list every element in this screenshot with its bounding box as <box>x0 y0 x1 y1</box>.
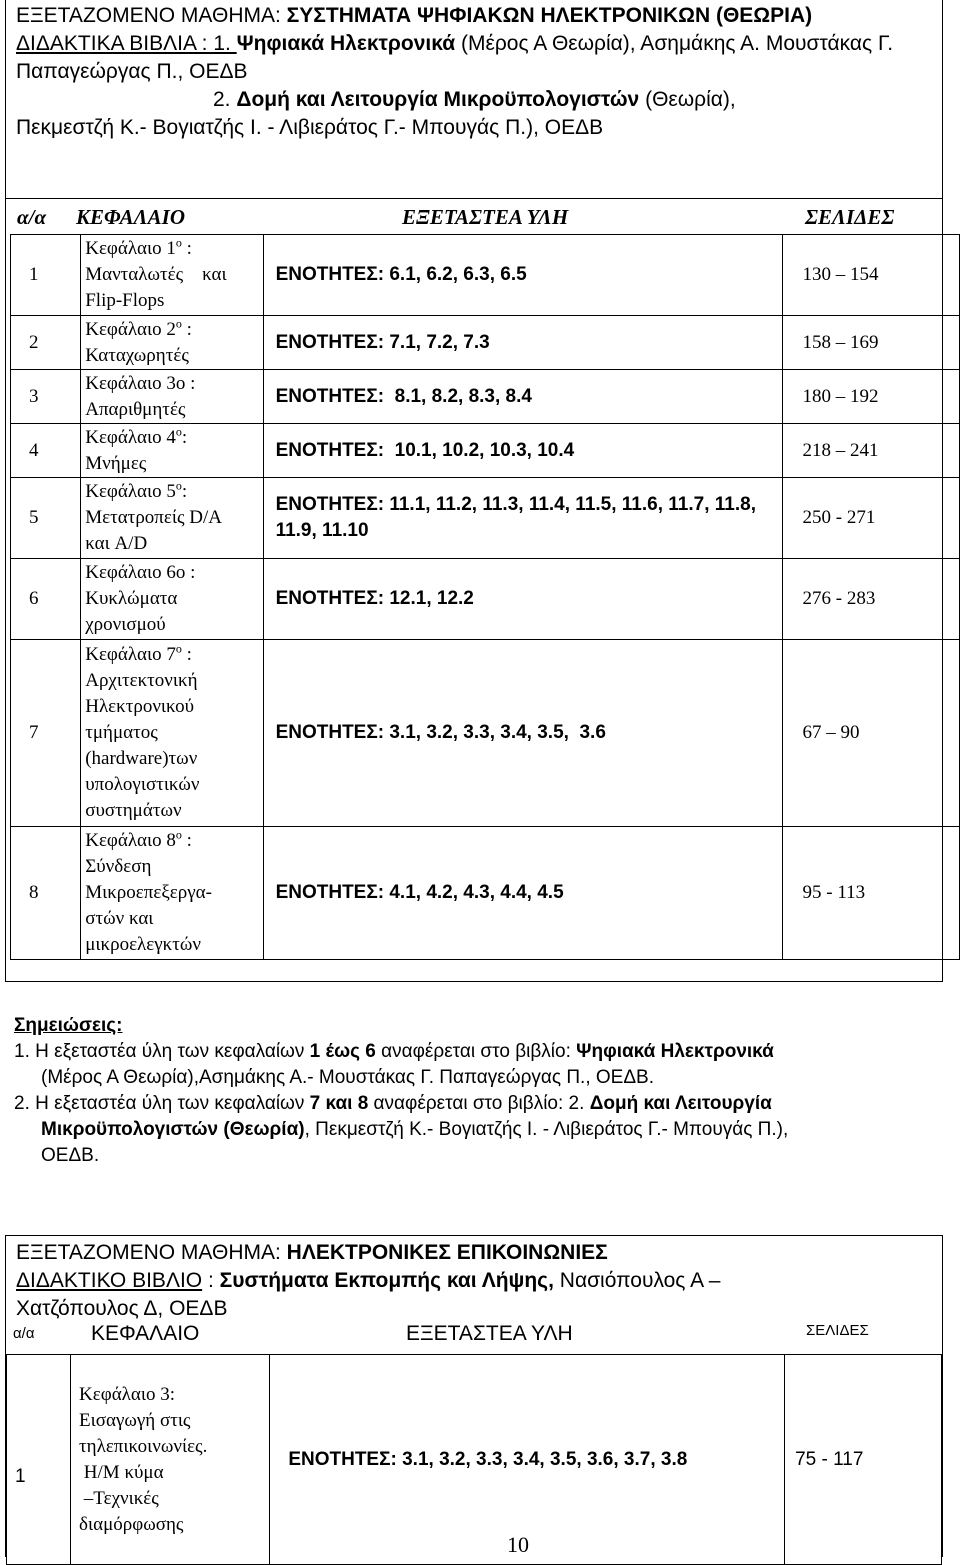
chapter-label: Κεφάλαιο 3ο : <box>85 372 196 394</box>
row-chapter <box>81 424 263 478</box>
section-2-header <box>16 1239 941 1323</box>
row-num: 8 <box>11 827 81 960</box>
chapter-line: Απαριθμητές <box>85 398 186 420</box>
note-1-details: (Μέρος Α Θεωρία),Ασημάκης Α.- Μουστάκας Γ. Παπαγεώργας Π., ΟΕΔΒ. <box>41 1067 654 1088</box>
row-pages: 218 – 241 <box>782 424 959 478</box>
row-chapter <box>81 235 263 316</box>
table-row <box>11 640 960 827</box>
row-num: 7 <box>11 640 81 827</box>
chapter-line: και A/D <box>85 533 148 554</box>
chapter-colon: : <box>181 481 188 502</box>
table-row <box>7 1355 942 1565</box>
table-row <box>11 478 960 559</box>
chapter-line: τμήματος <box>85 722 158 743</box>
note-2-book-b: Μικροϋπολογιστών (Θεωρία) <box>41 1119 305 1140</box>
table-row <box>11 559 960 640</box>
row-num: 6 <box>11 559 81 640</box>
subject-label-2: ΕΞΕΤΑΖΟΜΕΝΟ ΜΑΘΗΜΑ: <box>16 1241 287 1264</box>
notes <box>14 1013 958 1169</box>
page-number: 10 <box>507 1532 529 1557</box>
chapter-label: Κεφάλαιο 1 <box>85 238 176 259</box>
chapter-line: Flip-Flops <box>85 290 165 311</box>
chapter-label: Κεφάλαιο 7 <box>85 644 176 665</box>
chapter-sup: ο <box>175 641 182 656</box>
section-2-box <box>5 1235 943 1557</box>
chapter-line: (hardware)των <box>85 748 198 769</box>
row-chapter <box>81 316 263 370</box>
note-1-book: Ψηφιακά Ηλεκτρονικά <box>576 1041 774 1062</box>
col2-header-num: α/α <box>13 1325 35 1342</box>
chapter-line: Κυκλώματα <box>85 588 178 609</box>
row-chapter <box>81 640 263 827</box>
table-row <box>11 235 960 316</box>
chapter-colon: : <box>181 318 192 340</box>
chapter-line: υπολογιστικών <box>85 774 200 795</box>
chapter-line: Ηλεκτρονικού <box>85 696 195 717</box>
book1-details: (Μέρος Α Θεωρία), Ασημάκης Α. Μουστάκας Γ. Παπαγεώργας Π., ΟΕΔΒ <box>16 32 894 83</box>
book-details-2b: Χατζόπουλος Δ, ΟΕΔΒ <box>16 1297 228 1320</box>
col-header-num: α/α <box>17 205 47 229</box>
chapter-line: χρονισμού <box>85 614 166 635</box>
chapter-line: Μνήμες <box>85 452 147 474</box>
chapter-label: Κεφάλαιο 6ο : <box>85 562 196 583</box>
chapter-line: Καταχωρητές <box>85 344 189 366</box>
chapter-colon: : <box>181 644 192 665</box>
row-chapter <box>81 370 263 424</box>
chapter-line: Εισαγωγή στις <box>79 1409 191 1431</box>
note-2-text-2: αναφέρεται στο βιβλίο: 2. <box>368 1093 590 1114</box>
book-label-2: ΔΙΔΑΚΤΙΚΟ ΒΙΒΛΙΟ <box>16 1269 203 1292</box>
note-2-book-a: Δομή και Λειτουργία <box>589 1093 772 1114</box>
row-num: 1 <box>11 235 81 316</box>
book-title-2: Συστήματα Εκπομπής και Λήψης, <box>219 1269 554 1292</box>
chapter-line: τηλεπικοινωνίες. <box>79 1435 208 1457</box>
book2-details-2: Πεκμεστζή Κ.- Βογιατζής Ι. - Λιβιεράτος Γ.- Μπουγάς Π.), ΟΕΔΒ <box>16 116 604 139</box>
note-2-details: , Πεκμεστζή Κ.- Βογιατζής Ι. - Λιβιεράτος Γ.- Μπουγάς Π.), <box>304 1119 789 1140</box>
subject-title: ΣΥΣΤΗΜΑΤΑ ΨΗΦΙΑΚΩΝ ΗΛΕΚΤΡΟΝΙΚΩΝ (ΘΕΩΡΙΑ) <box>286 4 813 27</box>
chapter-line: διαμόρφωσης <box>79 1513 184 1535</box>
chapter-label: Κεφάλαιο 4 <box>85 426 176 448</box>
note-2-publisher: ΟΕΔΒ. <box>41 1145 100 1166</box>
table-row <box>11 424 960 478</box>
row-units: ΕΝΟΤΗΤΕΣ: 11.1, 11.2, 11.3, 11.4, 11.5, 11.6, 11.7, 11.8, 11.9, 11.10 <box>263 478 782 559</box>
col-header-chapter: ΚΕΦΑΛΑΙΟ <box>76 205 186 229</box>
chapter-line: Αρχιτεκτονική <box>85 670 198 691</box>
table-row <box>11 316 960 370</box>
chapter-line: Η/Μ κύμα <box>79 1461 164 1483</box>
syllabus-table-2 <box>6 1354 942 1565</box>
chapter-sup: ο <box>175 827 182 842</box>
row-units: ΕΝΟΤΗΤΕΣ: 8.1, 8.2, 8.3, 8.4 <box>263 370 782 424</box>
row-num: 3 <box>11 370 81 424</box>
row-chapter <box>81 478 263 559</box>
row-units: ΕΝΟΤΗΤΕΣ: 12.1, 12.2 <box>263 559 782 640</box>
row-units: ΕΝΟΤΗΤΕΣ: 6.1, 6.2, 6.3, 6.5 <box>263 235 782 316</box>
chapter-sup: ο <box>175 424 182 439</box>
chapter-label: Κεφάλαιο 8 <box>85 830 176 851</box>
chapter-line: Μανταλωτές και <box>85 264 227 285</box>
book2-title: Δομή και Λειτουργία Μικροϋπολογιστών <box>236 88 640 111</box>
row-chapter <box>81 559 263 640</box>
chapter-line: Σύνδεση <box>85 856 152 877</box>
book1-title: Ψηφιακά Ηλεκτρονικά <box>236 32 456 55</box>
chapter-sup: ο <box>175 478 182 493</box>
table-row <box>11 827 960 960</box>
row-units: ΕΝΟΤΗΤΕΣ: 3.1, 3.2, 3.3, 3.4, 3.5, 3.6 <box>263 640 782 827</box>
row-pages: 158 – 169 <box>782 316 959 370</box>
row-pages: 180 – 192 <box>782 370 959 424</box>
row-pages: 67 – 90 <box>782 640 959 827</box>
chapter-line: Κεφάλαιο 3: <box>79 1383 175 1405</box>
note-2 <box>14 1091 958 1169</box>
chapter-line: συστημάτων <box>85 800 182 821</box>
book-details-2a: Νασιόπουλος Α – <box>553 1269 721 1292</box>
row-units: ΕΝΟΤΗΤΕΣ: 10.1, 10.2, 10.3, 10.4 <box>263 424 782 478</box>
row-chapter <box>81 827 263 960</box>
chapter-line: μικροελεγκτών <box>85 934 201 955</box>
row-units: ΕΝΟΤΗΤΕΣ: 3.1, 3.2, 3.3, 3.4, 3.5, 3.6, 3.7, 3.8 <box>270 1355 785 1565</box>
section-1-header <box>16 2 941 142</box>
row-pages: 130 – 154 <box>782 235 959 316</box>
row-pages: 75 - 117 <box>785 1355 942 1565</box>
row-pages: 250 - 271 <box>782 478 959 559</box>
table-row <box>11 370 960 424</box>
row-num: 1 <box>7 1355 71 1565</box>
row-num: 2 <box>11 316 81 370</box>
book2-details-1: (Θεωρία), <box>639 88 736 111</box>
chapter-sup: ο <box>175 235 182 250</box>
notes-title: Σημειώσεις: <box>14 1015 123 1036</box>
chapter-sup: ο <box>175 316 182 331</box>
col2-header-chapter: ΚΕΦΑΛΑΙΟ <box>91 1322 200 1345</box>
chapter-line: στών και <box>85 908 154 929</box>
divider <box>6 198 942 199</box>
note-2-text: 2. Η εξεταστέα ύλη των κεφαλαίων <box>14 1093 310 1114</box>
chapter-colon: : <box>181 830 192 851</box>
books-label: ΔΙΔΑΚΤΙΚΑ ΒΙΒΛΙΑ : 1. <box>16 32 237 55</box>
chapter-line: Μετατροπείς D/A <box>85 507 222 528</box>
row-chapter <box>71 1355 270 1565</box>
note-1 <box>14 1039 958 1091</box>
chapter-line: Μικροεπεξεργα- <box>85 882 212 903</box>
row-pages: 276 - 283 <box>782 559 959 640</box>
note-1-text: 1. Η εξεταστέα ύλη των κεφαλαίων <box>14 1041 310 1062</box>
col-header-pages: ΣΕΛΙΔΕΣ <box>805 205 895 229</box>
syllabus-table-1 <box>10 234 960 960</box>
subject-label: ΕΞΕΤΑΖΟΜΕΝΟ ΜΑΘΗΜΑ: <box>16 4 287 27</box>
chapter-line: –Τεχνικές <box>79 1487 159 1509</box>
note-2-chapters: 7 και 8 <box>309 1093 369 1114</box>
row-pages: 95 - 113 <box>782 827 959 960</box>
row-units: ΕΝΟΤΗΤΕΣ: 7.1, 7.2, 7.3 <box>263 316 782 370</box>
chapter-label: Κεφάλαιο 2 <box>85 318 176 340</box>
chapter-colon: : <box>181 238 192 259</box>
col2-header-units: ΕΞΕΤΑΣΤΕΑ ΥΛΗ <box>406 1322 573 1345</box>
row-units: ΕΝΟΤΗΤΕΣ: 4.1, 4.2, 4.3, 4.4, 4.5 <box>263 827 782 960</box>
row-num: 4 <box>11 424 81 478</box>
col2-header-pages: ΣΕΛΙΔΕΣ <box>806 1322 869 1339</box>
chapter-colon: : <box>181 426 188 448</box>
col-header-units: ΕΞΕΤΑΣΤΕΑ ΥΛΗ <box>402 205 569 229</box>
note-1-chapters: 1 έως 6 <box>309 1041 376 1062</box>
book2-num: 2. <box>213 88 237 111</box>
chapter-label: Κεφάλαιο 5 <box>85 481 176 502</box>
row-num: 5 <box>11 478 81 559</box>
note-1-text-2: αναφέρεται στο βιβλίο: <box>375 1041 577 1062</box>
book-sep-2: : <box>202 1269 220 1292</box>
subject-title-2: ΗΛΕΚΤΡΟΝΙΚΕΣ ΕΠΙΚΟΙΝΩΝΙΕΣ <box>286 1241 608 1264</box>
